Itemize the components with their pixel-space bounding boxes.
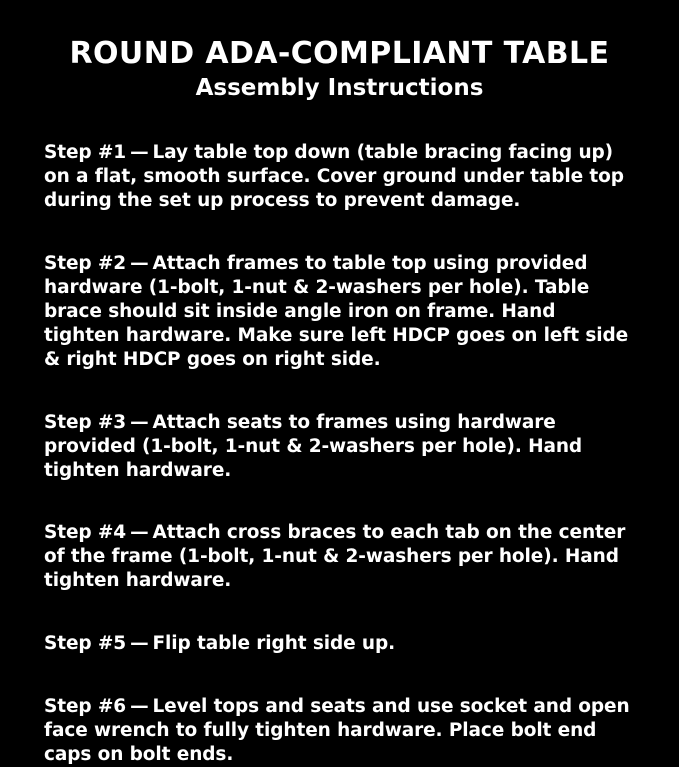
- step-label: Step #3: [44, 411, 127, 433]
- step-item: [44, 695, 635, 767]
- step-label: Step #2: [44, 252, 127, 274]
- step-label: Step #5: [44, 632, 127, 654]
- step-item: [44, 411, 635, 483]
- step-label: Step #4: [44, 522, 127, 544]
- page-title: ROUND ADA-COMPLIANT TABLE: [69, 36, 610, 71]
- step-text: Level tops and seats and use socket and open face wrench to fully tighten hardware. Place bolt end caps on bolt ends.: [44, 695, 630, 765]
- step-label: Step #6: [44, 695, 127, 717]
- step-item: [44, 252, 635, 372]
- steps-list: [44, 123, 635, 767]
- step-dash: —: [130, 632, 149, 654]
- step-text: Lay table top down (table bracing facing up) on a flat, smooth surface. Cover ground under table top during the set up process to prevent damage.: [44, 142, 624, 212]
- step-label: Step #1: [44, 142, 127, 164]
- step-item: [44, 141, 635, 213]
- step-dash: —: [130, 252, 149, 274]
- step-dash: —: [130, 142, 149, 164]
- step-text: Flip table right side up.: [152, 632, 396, 654]
- step-text: Attach frames to table top using provided hardware (1-bolt, 1-nut & 2-washers per hole). Table brace should sit inside angle iron on frame. Hand tighten hardware. Make sure left HDCP goes on left side & right HDCP goes on right side.: [44, 252, 629, 371]
- step-item: [44, 521, 635, 593]
- step-item: [44, 632, 635, 656]
- step-dash: —: [130, 522, 149, 544]
- step-dash: —: [130, 695, 149, 717]
- step-text: Attach seats to frames using hardware provided (1-bolt, 1-nut & 2-washers per hole). Hand tighten hardware.: [44, 411, 583, 481]
- step-text: Attach cross braces to each tab on the center of the frame (1-bolt, 1-nut & 2-washers per hole). Hand tighten hardware.: [44, 522, 626, 592]
- page-subtitle: Assembly Instructions: [195, 74, 484, 101]
- step-dash: —: [130, 411, 149, 433]
